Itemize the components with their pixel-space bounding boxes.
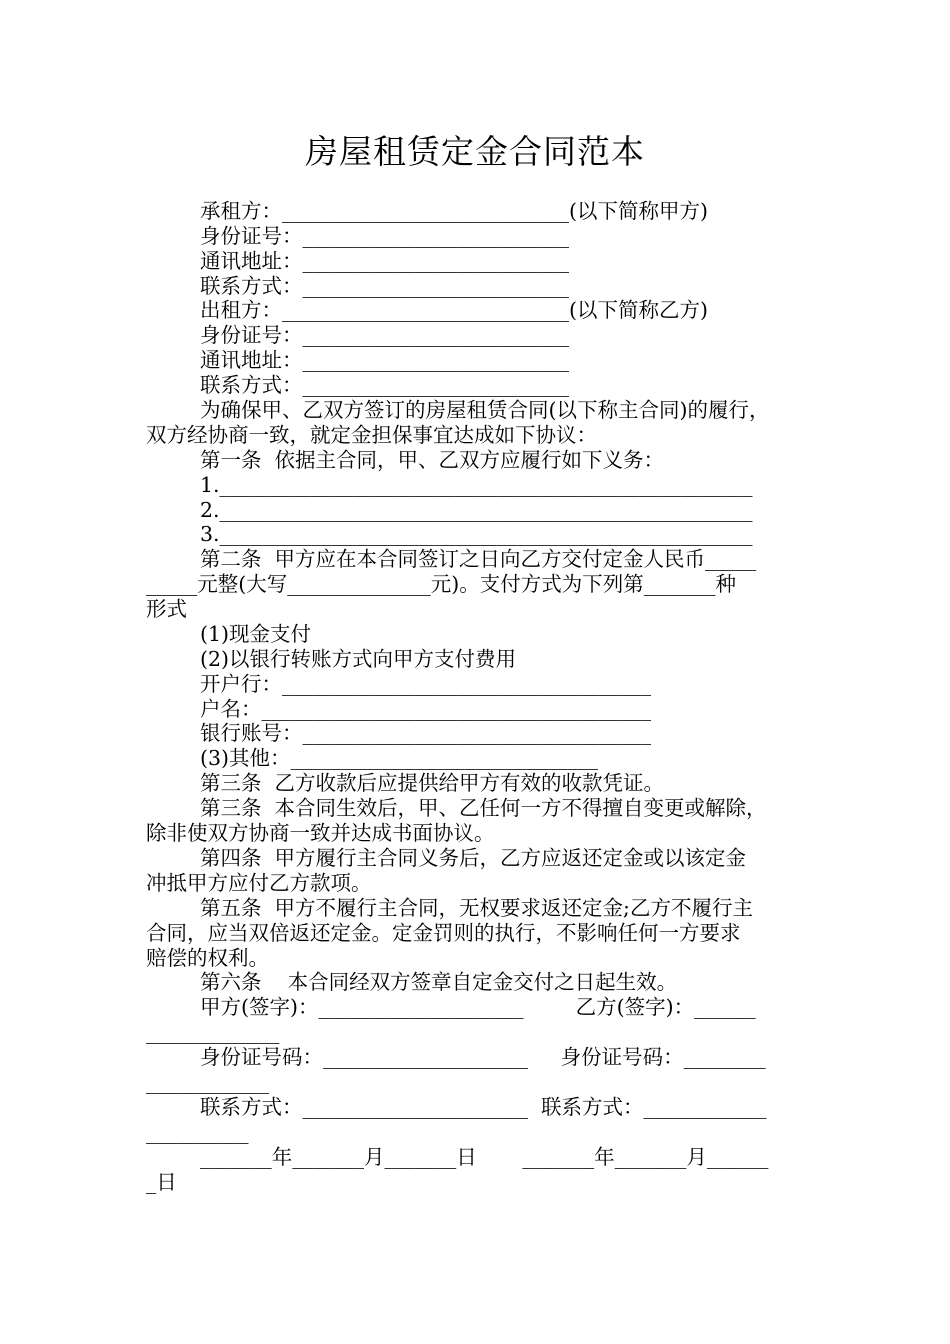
obligation-item: 1.____________________________________________________ — [200, 473, 753, 497]
lessee-id-line: 身份证号：__________________________ — [200, 224, 569, 248]
lessee-address-line: 通讯地址：__________________________ — [200, 249, 569, 273]
article-2-line: _____元整(大写______________元)。支付方式为下列第_______种 — [146, 572, 736, 596]
preamble-line: 为确保甲、乙双方签订的房屋租赁合同(以下称主合同)的履行， — [200, 398, 770, 422]
article-1-heading: 第一条 依据主合同，甲、乙双方应履行如下义务： — [200, 448, 665, 472]
article-2-line: 形式 — [146, 597, 187, 621]
signature-line: 甲方(签字)：____________________ 乙方(签字)：______ — [200, 995, 756, 1019]
lessee-name-line: 承租方：____________________________(以下简称甲方) — [200, 199, 708, 223]
article-4-line: 冲抵甲方应付乙方款项。 — [146, 871, 372, 895]
bank-name-line: 开户行：____________________________________ — [200, 672, 651, 696]
lessor-name-line: 出租方：____________________________(以下简称乙方) — [200, 298, 708, 322]
payment-option: (3)其他：______________________________ — [200, 746, 599, 770]
lessee-contact-line: 联系方式：__________________________ — [200, 274, 569, 298]
document-title: 房屋租赁定金合同范本 — [305, 132, 645, 171]
article-5-line: 赔偿的权利。 — [146, 946, 269, 970]
signature-line: _____________ — [146, 1020, 280, 1044]
id-number-line: ____________ — [146, 1070, 269, 1094]
account-number-line: 银行账号：__________________________________ — [200, 721, 651, 745]
id-number-line: 身份证号码：____________________ 身份证号码：________ — [200, 1045, 766, 1069]
payment-option: (1)现金支付 — [200, 622, 312, 646]
date-line: _日 — [146, 1170, 177, 1194]
contact-line: 联系方式：______________________ 联系方式：____________ — [200, 1095, 767, 1119]
preamble-line: 双方经协商一致，就定金担保事宜达成如下协议： — [146, 423, 597, 447]
date-line: _______年_______月_______日 _______年_______月______ — [200, 1145, 769, 1169]
lessor-contact-line: 联系方式：__________________________ — [200, 373, 569, 397]
article-3-line: 第三条 乙方收款后应提供给甲方有效的收款凭证。 — [200, 771, 665, 795]
lessor-id-line: 身份证号：__________________________ — [200, 323, 569, 347]
article-4-line: 第四条 甲方履行主合同义务后，乙方应返还定金或以该定金 — [200, 846, 747, 870]
article-3b-line: 除非使双方协商一致并达成书面协议。 — [146, 821, 495, 845]
article-5-line: 合同，应当双倍返还定金。定金罚则的执行，不影响任何一方要求 — [146, 921, 741, 945]
article-3b-line: 第三条 本合同生效后，甲、乙任何一方不得擅自变更或解除， — [200, 796, 767, 820]
obligation-item: 2.____________________________________________________ — [200, 498, 753, 522]
article-5-line: 第五条 甲方不履行主合同，无权要求返还定金;乙方不履行主 — [200, 896, 753, 920]
lessor-address-line: 通讯地址：__________________________ — [200, 348, 569, 372]
payment-option: (2)以银行转账方式向甲方支付费用 — [200, 647, 517, 671]
obligation-item: 3.____________________________________________________ — [200, 522, 753, 546]
article-2-line: 第二条 甲方应在本合同签订之日向乙方交付定金人民币_____ — [200, 547, 757, 571]
account-name-line: 户名：______________________________________ — [200, 697, 651, 721]
article-6-line: 第六条 本合同经双方签章自定金交付之日起生效。 — [200, 970, 678, 994]
contact-line: __________ — [146, 1120, 249, 1144]
